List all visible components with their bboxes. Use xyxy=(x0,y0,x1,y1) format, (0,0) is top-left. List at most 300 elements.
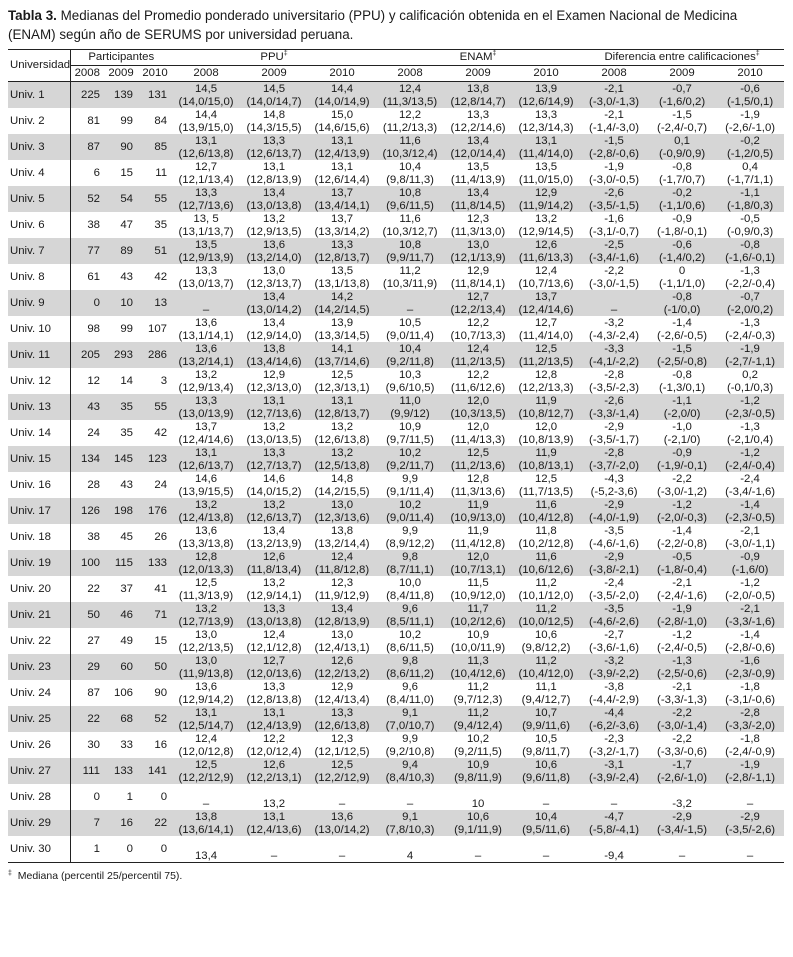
percentile-range: (8,4/11,8) xyxy=(386,589,434,602)
score-cell xyxy=(580,732,648,758)
percentile-range: (12,4/14,6) xyxy=(178,433,234,446)
score-cell xyxy=(308,342,376,368)
university-name: Univ. 26 xyxy=(8,732,70,758)
participants-count: 52 xyxy=(138,706,172,732)
percentile-range: (12,8/13,8) xyxy=(246,693,302,706)
percentile-range: (-0,9/0,3) xyxy=(726,225,774,238)
percentile-range: (-2,7/-1,1) xyxy=(725,355,776,368)
score-cell xyxy=(376,576,444,602)
median-value: 14,4 xyxy=(194,109,218,121)
score-cell xyxy=(716,264,784,290)
median-value: 13,1 xyxy=(262,161,286,173)
percentile-range: (9,4/12,7) xyxy=(521,693,571,706)
score-cell xyxy=(172,654,240,680)
participants-count: 15 xyxy=(154,634,168,647)
median-value: 10,2 xyxy=(398,499,422,511)
score-cell xyxy=(512,602,580,628)
score-cell xyxy=(308,160,376,186)
score-cell xyxy=(376,472,444,498)
score-cell xyxy=(716,654,784,680)
participants-count: 81 xyxy=(87,114,100,127)
header-ppu: PPU‡ xyxy=(172,50,376,66)
median-value: 14,2 xyxy=(330,291,354,303)
median-value: 12,5 xyxy=(330,369,354,381)
median-value: 13,2 xyxy=(262,213,286,225)
score-cell xyxy=(376,160,444,186)
median-value: 11,3 xyxy=(467,655,489,667)
median-value: 13,1 xyxy=(534,135,558,147)
score-cell xyxy=(308,316,376,342)
median-value: -3,1 xyxy=(604,759,624,771)
score-cell xyxy=(716,394,784,420)
percentile-range: (12,1/12,5) xyxy=(314,745,370,758)
table-row xyxy=(8,238,784,264)
score-cell xyxy=(376,654,444,680)
median-value: -1,3 xyxy=(672,655,692,667)
median-value: 13,6 xyxy=(194,343,218,355)
median-value: 11,5 xyxy=(467,577,489,589)
median-value: 13,4 xyxy=(262,187,286,199)
percentile-range: (14,3/15,5) xyxy=(246,121,302,134)
percentile-range: (12,2/13,1) xyxy=(246,771,302,784)
percentile-range: (9,7/12,3) xyxy=(453,693,503,706)
score-cell xyxy=(444,498,512,524)
score-cell xyxy=(444,654,512,680)
percentile-range: (12,2/12,9) xyxy=(314,771,370,784)
participants-count: 87 xyxy=(70,134,104,160)
percentile-range: (-2,0/-0,3) xyxy=(657,511,708,524)
score-cell xyxy=(376,602,444,628)
median-value: 14,8 xyxy=(262,109,286,121)
score-cell xyxy=(240,420,308,446)
percentile-range: (-3,0/-0,5) xyxy=(589,173,640,186)
university-name: Univ. 3 xyxy=(8,134,70,160)
percentile-range: (-2,4/-1,6) xyxy=(657,589,708,602)
participants-count: 85 xyxy=(138,134,172,160)
score-cell xyxy=(716,524,784,550)
percentile-range: (13,1/13,7) xyxy=(178,225,234,238)
score-cell xyxy=(376,550,444,576)
score-cell xyxy=(648,680,716,706)
score-cell xyxy=(376,524,444,550)
participants-count: 99 xyxy=(120,322,133,335)
percentile-range: (10,6/12,6) xyxy=(518,563,574,576)
median-value: -3,2 xyxy=(604,655,624,667)
participants-count: 87 xyxy=(87,686,100,699)
score-cell xyxy=(648,498,716,524)
participants-count: 198 xyxy=(104,498,138,524)
score-cell xyxy=(512,82,580,109)
participants-count: 54 xyxy=(104,186,138,212)
percentile-range: (-2,8/-0,6) xyxy=(589,147,640,160)
percentile-range: (7,0/10,7) xyxy=(385,719,435,732)
median-value: 12,6 xyxy=(534,239,558,251)
median-value: 13,1 xyxy=(262,707,286,719)
percentile-range: (12,6/14,9) xyxy=(518,95,574,108)
median-value: -2,5 xyxy=(604,239,624,251)
percentile-range: (11,8/14,1) xyxy=(450,277,506,290)
median-value: -1,9 xyxy=(672,603,692,615)
participants-count: 131 xyxy=(138,82,172,109)
median-value: -0,8 xyxy=(672,369,692,381)
university-name: Univ. 9 xyxy=(8,290,70,316)
score-cell xyxy=(376,108,444,134)
participants-count: 106 xyxy=(113,686,133,699)
median-value: 13,4 xyxy=(466,187,490,199)
median-value: 13,0 xyxy=(330,499,354,511)
participants-count: 45 xyxy=(120,530,133,543)
percentile-range: (11,7/13,5) xyxy=(518,485,574,498)
university-name: Univ. 11 xyxy=(8,342,70,368)
percentile-range: (9,2/11,5) xyxy=(454,745,502,758)
median-value: 13,1 xyxy=(194,135,218,147)
percentile-range: (9,2/11,8) xyxy=(386,355,434,368)
score-cell xyxy=(172,186,240,212)
percentile-range: (10,0/11,9) xyxy=(450,641,506,654)
university-name: Univ. 7 xyxy=(8,238,70,264)
median-value: 10,8 xyxy=(398,187,422,199)
median-value: -2,1 xyxy=(604,109,624,121)
percentile-range: (-3,9/-2,4) xyxy=(589,771,640,784)
score-cell xyxy=(648,654,716,680)
university-name: Univ. 18 xyxy=(8,524,70,550)
percentile-range: (13,0/14,2) xyxy=(246,303,302,316)
score-cell xyxy=(308,446,376,472)
percentile-range: (-0,9/0,9) xyxy=(658,147,706,160)
score-cell xyxy=(716,758,784,784)
percentile-range: (12,6/13,8) xyxy=(314,433,370,446)
percentile-range: (-1,3/0,1) xyxy=(658,381,706,394)
score-cell xyxy=(240,498,308,524)
score-cell xyxy=(240,706,308,732)
header-participantes: Participantes xyxy=(70,50,172,66)
median-value: 13,6 xyxy=(194,317,218,329)
percentile-range: (12,2/12,9) xyxy=(178,771,234,784)
percentile-range: (12,2/13,4) xyxy=(450,303,506,316)
percentile-range: (14,0/15,0) xyxy=(178,95,234,108)
participants-count: 98 xyxy=(87,322,100,335)
participants-count: 11 xyxy=(155,166,168,179)
median-value: 13,9 xyxy=(330,317,354,329)
participants-count: 126 xyxy=(70,498,104,524)
score-cell xyxy=(648,264,716,290)
percentile-range: (12,2/13,2) xyxy=(314,667,370,680)
percentile-range: (-3,0/-1,3) xyxy=(589,95,640,108)
university-name: Univ. 4 xyxy=(8,160,70,186)
score-cell xyxy=(580,836,648,863)
median-value: -1,3 xyxy=(740,317,760,329)
median-value: -0,9 xyxy=(740,551,760,563)
percentile-range: (10,3/12,7) xyxy=(382,225,438,238)
percentile-range: (10,3/12,4) xyxy=(382,147,438,160)
percentile-range: (12,9/14,0) xyxy=(246,329,302,342)
score-cell xyxy=(580,342,648,368)
percentile-range: (8,5/11,1) xyxy=(386,615,434,628)
median-value: -1,4 xyxy=(672,317,692,329)
median-value: -0,2 xyxy=(740,135,760,147)
percentile-range: (8,6/11,2) xyxy=(386,667,434,680)
median-value: 13,0 xyxy=(194,655,218,667)
score-cell xyxy=(240,472,308,498)
participants-count: 115 xyxy=(104,550,138,576)
score-cell xyxy=(716,82,784,109)
university-name: Univ. 16 xyxy=(8,472,70,498)
percentile-range: (11,2/13,5) xyxy=(518,355,574,368)
score-cell xyxy=(580,316,648,342)
percentile-range: (13,4/14,1) xyxy=(314,199,370,212)
median-value: -2,8 xyxy=(604,447,624,459)
percentile-range: (-4,0/-1,9) xyxy=(589,511,640,524)
footnote-mark: ‡ xyxy=(8,870,12,877)
median-value: 11,8 xyxy=(535,525,557,537)
participants-count: 77 xyxy=(70,238,104,264)
participants-count: 16 xyxy=(154,738,168,751)
score-cell xyxy=(444,134,512,160)
score-cell xyxy=(580,576,648,602)
university-name: Univ. 14 xyxy=(8,420,70,446)
score-cell xyxy=(580,472,648,498)
median-value: 10,0 xyxy=(398,577,422,589)
percentile-range: (13,0/13,8) xyxy=(246,199,302,212)
percentile-range: (8,9/12,2) xyxy=(385,537,435,550)
percentile-range: (-2,4/-0,7) xyxy=(657,121,708,134)
median-value: – xyxy=(202,303,210,316)
percentile-range: (12,4/13,6) xyxy=(246,823,302,836)
percentile-range: (9,6/11,5) xyxy=(386,199,434,212)
median-value: 11,2 xyxy=(535,577,557,589)
participants-count: 22 xyxy=(138,810,172,836)
header-year: 2008 xyxy=(376,66,444,82)
median-value: 9,9 xyxy=(402,473,418,485)
percentile-range: (12,7/13,7) xyxy=(246,459,302,472)
score-cell xyxy=(172,550,240,576)
median-value: -1,4 xyxy=(740,629,760,641)
score-cell xyxy=(580,264,648,290)
score-cell xyxy=(716,108,784,134)
percentile-range: (-2,5/-0,8) xyxy=(657,355,708,368)
participants-count: 26 xyxy=(154,530,168,543)
percentile-range: (10,4/12,6) xyxy=(450,667,506,680)
participants-count: 42 xyxy=(154,270,168,283)
median-value: – xyxy=(474,849,482,862)
score-cell xyxy=(308,758,376,784)
caption-text: Medianas del Promedio ponderado universitario (PPU) y calificación obtenida en el Examen Nacional de Medicina (ENAM) según año de SERUMS por universidad peruana. xyxy=(8,8,738,42)
median-value: -2,8 xyxy=(604,369,624,381)
percentile-range: (13,2/13,9) xyxy=(246,537,302,550)
score-cell xyxy=(172,576,240,602)
score-cell xyxy=(172,524,240,550)
score-cell xyxy=(172,238,240,264)
score-cell xyxy=(172,420,240,446)
score-cell xyxy=(308,186,376,212)
percentile-range: (13,0/13,9) xyxy=(178,407,234,420)
percentile-range: (12,1/13,9) xyxy=(450,251,506,264)
median-value: -2,4 xyxy=(740,473,760,485)
score-cell xyxy=(376,836,444,863)
percentile-range: (-1,7/0,7) xyxy=(658,173,706,186)
median-value: 11,1 xyxy=(535,681,557,693)
score-cell xyxy=(376,706,444,732)
median-value: -1,5 xyxy=(672,343,692,355)
university-name: Univ. 22 xyxy=(8,628,70,654)
score-cell xyxy=(512,290,580,316)
score-cell xyxy=(240,628,308,654)
participants-count: 123 xyxy=(138,446,172,472)
score-cell xyxy=(512,836,580,863)
participants-count: 42 xyxy=(154,426,168,439)
percentile-range: (12,5/13,8) xyxy=(314,459,370,472)
percentile-range: (-3,0/-1,2) xyxy=(657,485,708,498)
score-cell xyxy=(512,732,580,758)
percentile-range: (-5,2-3,6) xyxy=(590,485,638,498)
score-cell xyxy=(716,498,784,524)
table-row xyxy=(8,680,784,706)
median-value: -1,4 xyxy=(740,499,760,511)
percentile-range: (12,4/13,8) xyxy=(178,511,234,524)
score-cell xyxy=(444,472,512,498)
percentile-range: (13,9/15,0) xyxy=(178,121,234,134)
participants-count: 133 xyxy=(104,758,138,784)
percentile-range: (12,6/13,7) xyxy=(246,147,302,160)
participants-count: 22 xyxy=(70,706,104,732)
percentile-range: (-1,7/1,1) xyxy=(726,173,774,186)
score-cell xyxy=(240,212,308,238)
median-value: – xyxy=(338,849,346,862)
score-cell xyxy=(172,706,240,732)
participants-count: 7 xyxy=(70,810,104,836)
percentile-range: (10,7/13,1) xyxy=(450,563,506,576)
table-row xyxy=(8,368,784,394)
median-value: 13,7 xyxy=(534,291,558,303)
percentile-range: (11,8/13,4) xyxy=(246,563,302,576)
participants-count: 3 xyxy=(160,374,168,387)
participants-count: 0 xyxy=(70,290,104,316)
percentile-range: (13,1/14,1) xyxy=(178,329,234,342)
score-cell xyxy=(444,810,512,836)
score-cell xyxy=(444,212,512,238)
median-value: 13,3 xyxy=(262,681,286,693)
median-value: -2,1 xyxy=(672,577,692,589)
median-value: 13,4 xyxy=(466,135,490,147)
participants-count: 14 xyxy=(120,374,133,387)
percentile-range: (11,8/12,8) xyxy=(314,563,370,576)
header-year: 2008 xyxy=(172,66,240,82)
score-cell xyxy=(240,290,308,316)
score-cell xyxy=(172,810,240,836)
score-cell xyxy=(376,316,444,342)
score-cell xyxy=(512,368,580,394)
percentile-range: (10,4/12,0) xyxy=(518,667,574,680)
participants-count: 293 xyxy=(104,342,138,368)
percentile-range: (11,4/14,0) xyxy=(518,329,574,342)
score-cell xyxy=(376,732,444,758)
percentile-range: (12,0/12,8) xyxy=(178,745,234,758)
percentile-range: (9,0/11,4) xyxy=(386,329,434,342)
median-value: – xyxy=(542,849,550,862)
score-cell xyxy=(648,82,716,109)
median-value: 12,6 xyxy=(330,655,354,667)
score-cell xyxy=(648,836,716,863)
percentile-range: (10,2/12,6) xyxy=(450,615,506,628)
median-value: 13,2 xyxy=(194,603,218,615)
median-value: 9,4 xyxy=(402,759,418,771)
score-cell xyxy=(444,836,512,863)
percentile-range: (12,9/13,5) xyxy=(246,225,302,238)
median-value: -1,3 xyxy=(740,421,760,433)
percentile-range: (-2,2/-0,4) xyxy=(725,277,776,290)
percentile-range: (-3,3/-1,4) xyxy=(589,407,640,420)
percentile-range: (9,9/11,7) xyxy=(386,251,434,264)
median-value: 4 xyxy=(406,849,414,862)
table-row xyxy=(8,420,784,446)
participants-count: 139 xyxy=(104,82,138,109)
score-cell xyxy=(444,238,512,264)
percentile-range: (12,4/13,1) xyxy=(314,641,370,654)
participants-count: 51 xyxy=(138,238,172,264)
table-row xyxy=(8,82,784,109)
participants-count: 41 xyxy=(154,582,168,595)
header-year: 2008 xyxy=(70,66,104,82)
score-cell xyxy=(580,550,648,576)
percentile-range: (13,3/13,8) xyxy=(178,537,234,550)
score-cell xyxy=(716,420,784,446)
percentile-range: (10,8/13,1) xyxy=(518,459,574,472)
score-cell xyxy=(376,498,444,524)
score-cell xyxy=(444,82,512,109)
score-cell xyxy=(308,836,376,863)
score-cell xyxy=(580,758,648,784)
participants-count: 176 xyxy=(138,498,172,524)
university-name: Univ. 15 xyxy=(8,446,70,472)
median-value: -2,6 xyxy=(604,395,624,407)
median-value: 0 xyxy=(678,265,686,277)
percentile-range: (-1,4/-3,0) xyxy=(589,121,640,134)
score-cell xyxy=(580,602,648,628)
percentile-range: (-1,8/-0,4) xyxy=(657,563,708,576)
percentile-range: (-3,5/-2,0) xyxy=(589,589,640,602)
percentile-range: (-1,4/0,2) xyxy=(658,251,706,264)
median-value: 10,7 xyxy=(534,707,558,719)
score-cell xyxy=(716,446,784,472)
table-row xyxy=(8,758,784,784)
percentile-range: (-1,2/0,5) xyxy=(726,147,774,160)
score-cell xyxy=(512,394,580,420)
percentile-range: (11,9/13,8) xyxy=(178,667,234,680)
percentile-range: (9,6/11,8) xyxy=(522,771,570,784)
median-value: 10 xyxy=(471,797,485,810)
median-value: 11,2 xyxy=(467,681,489,693)
table-row xyxy=(8,472,784,498)
median-value: 13,6 xyxy=(262,239,286,251)
percentile-range: (9,2/11,7) xyxy=(386,459,434,472)
percentile-range: (11,3/13,9) xyxy=(178,589,234,602)
median-value: 13,8 xyxy=(194,811,218,823)
percentile-range: (12,3/13,7) xyxy=(246,277,302,290)
median-value: 12,4 xyxy=(398,83,422,95)
percentile-range: (-2,5/-0,6) xyxy=(657,667,708,680)
score-cell xyxy=(308,82,376,109)
score-cell xyxy=(648,342,716,368)
median-value: 0,4 xyxy=(742,161,758,173)
median-value: 10,6 xyxy=(466,811,490,823)
percentile-range: (13,0/13,8) xyxy=(246,615,302,628)
median-value: -0,8 xyxy=(740,239,760,251)
percentile-range: (9,9/12) xyxy=(390,407,430,420)
participants-count: 89 xyxy=(104,238,138,264)
median-value: 12,3 xyxy=(330,733,354,745)
percentile-range: (-2,6/-1,0) xyxy=(725,121,776,134)
median-value: 10,8 xyxy=(398,239,422,251)
